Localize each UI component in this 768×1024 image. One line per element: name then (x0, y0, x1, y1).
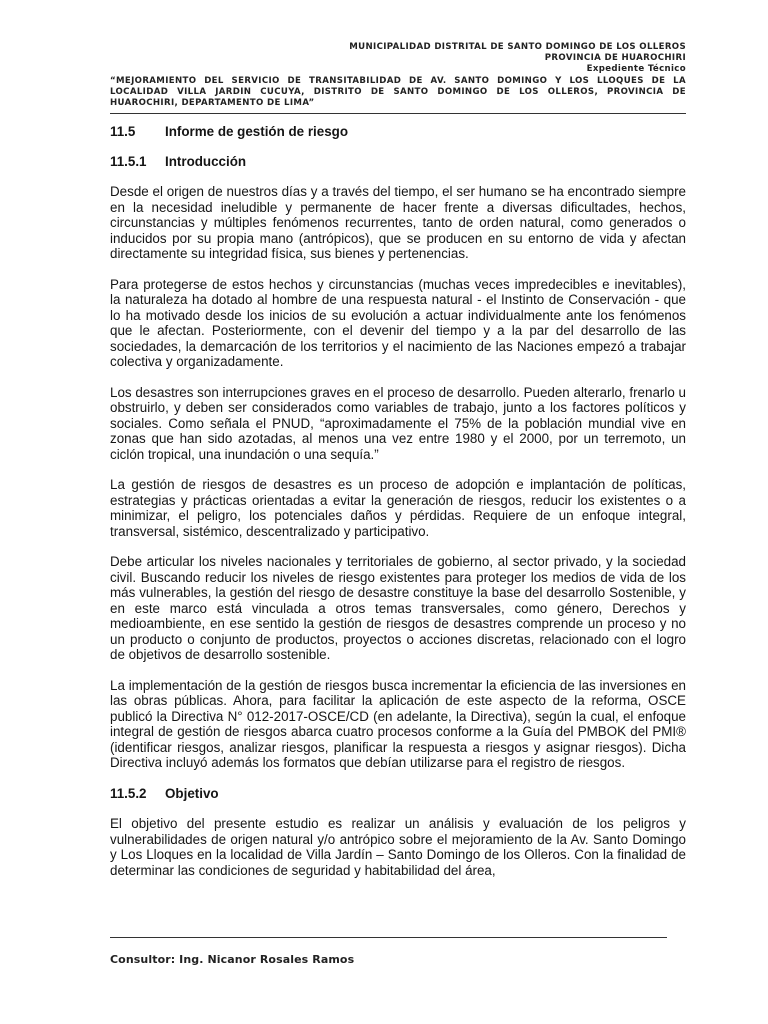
subsection-title: Objetivo (165, 785, 219, 801)
subsection-title: Introducción (165, 153, 247, 169)
footer-consultant: Consultor: Ing. Nicanor Rosales Ramos (110, 953, 355, 966)
footer-divider (110, 937, 667, 938)
subsection-number: 11.5.1 (110, 153, 147, 169)
header-project-title: “MEJORAMIENTO DEL SERVICIO DE TRANSITABILIDAD DE AV. SANTO DOMINGO Y LOS LLOQUES DE LA LOCALIDAD VILLA JARDIN CUCUYA, DISTRITO DE SANTO DOMINGO DE LOS OLLEROS, PROVINCIA DE HUAROCHIRI, DEPARTAMENTO DE LIMA” (110, 75, 686, 109)
section-number: 11.5 (110, 124, 136, 139)
paragraph: El objetivo del presente estudio es realizar un análisis y evaluación de los peligros y vulnerabilidades de origen natural y/o antrópico sobre el mejoramiento de la Av. Santo Domingo y Los Lloques en la localidad de Villa Jardín – Santo Domingo de los Olleros. Con la finalidad de determinar las condiciones de seguridad y habitabilidad del área, (110, 816, 686, 878)
page-header (110, 42, 686, 109)
header-province: PROVINCIA DE HUAROCHIRI (544, 53, 686, 64)
paragraph: Para protegerse de estos hechos y circunstancias (muchas veces impredecibles e inevitables), la naturaleza ha dotado al hombre de una respuesta natural - el Instinto de Conservación - que lo ha motivado desde los inicios de su evolución a actuar individualmente ante los fenómenos que le afectan. Posteriormente, con el devenir del tiempo y a la par del desarrollo de las sociedades, la demarcación de los territorios y el nacimiento de las Naciones empezó a trabajar colectiva y organizadamente. (110, 276, 686, 369)
header-divider (110, 113, 686, 114)
paragraph: Los desastres son interrupciones graves en el proceso de desarrollo. Pueden alterarlo, frenarlo u obstruirlo, y deben ser considerados como variables de trabajo, junto a los factores políticos y sociales. Como señala el PNUD, “aproximadamente el 75% de la población mundial vive en zonas que han sido azotadas, al menos una vez entre 1980 y el 2000, por un terremoto, un ciclón tropical, una inundación o una sequía.” (110, 384, 686, 462)
subsection-heading (110, 154, 686, 170)
subsection-heading (110, 786, 686, 802)
document-body (110, 124, 686, 878)
section-heading (110, 124, 686, 140)
header-document-type: Expediente Técnico (586, 64, 686, 75)
subsection-number: 11.5.2 (110, 785, 147, 801)
paragraph: Debe articular los niveles nacionales y territoriales de gobierno, al sector privado, y la sociedad civil. Buscando reducir los niveles de riesgo existentes para proteger los medios de vida de los más vulnerables, la gestión del riesgo de desastre constituye la base del desarrollo Sostenible, y en este marco está vinculada a otros temas transversales, como género, Derechos y medioambiente, en ese sentido la gestión de riesgos de desastres comprende un proceso y no un producto o conjunto de productos, proyectos o acciones discretas, relacionado con el logro de objetivos de desarrollo sostenible. (110, 554, 686, 662)
header-municipality: MUNICIPALIDAD DISTRITAL DE SANTO DOMINGO DE LOS OLLEROS (349, 42, 686, 52)
section-title: Informe de gestión de riesgo (165, 124, 349, 139)
paragraph: La gestión de riesgos de desastres es un proceso de adopción e implantación de políticas, estrategias y prácticas orientadas a evitar la generación de riesgos, reducir los existentes o a minimizar, el peligro, los potenciales daños y pérdidas. Requiere de un enfoque integral, transversal, sistémico, descentralizado y participativo. (110, 477, 686, 539)
paragraph: Desde el origen de nuestros días y a través del tiempo, el ser humano se ha encontrado siempre en la necesidad ineludible y permanente de hacer frente a diversas dificultades, hechos, circunstancias y múltiples fenómenos recurrentes, tanto de orden natural, como generados o inducidos por su propia mano (antrópicos), que se producen en su entorno de vida y afectan directamente su integridad física, sus bienes y pertenencias. (110, 184, 686, 261)
paragraph: La implementación de la gestión de riesgos busca incrementar la eficiencia de las inversiones en las obras públicas. Ahora, para facilitar la aplicación de este aspecto de la reforma, OSCE publicó la Directiva N° 012-2017-OSCE/CD (en adelante, la Directiva), según la cual, el enfoque integral de gestión de riesgos abarca cuatro procesos conforme a la Guía del PMBOK del PMI® (identificar riesgos, analizar riesgos, planificar la respuesta a riesgos y asignar riesgos). Dicha Directiva incluyó además los formatos que debían utilizarse para el registro de riesgos. (110, 677, 686, 770)
